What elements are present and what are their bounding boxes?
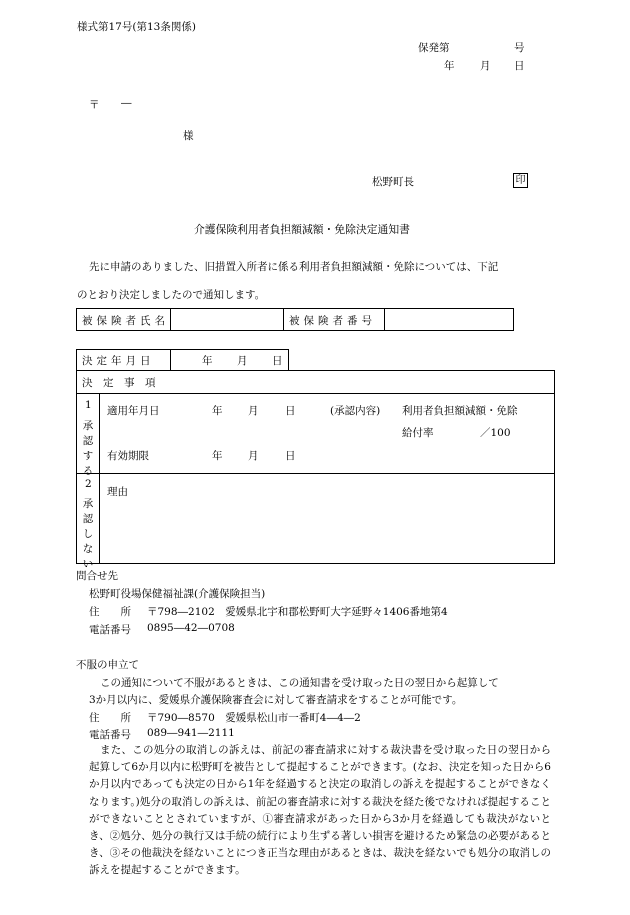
- seal-mark: 印: [513, 173, 528, 188]
- apply-year: 年: [212, 405, 223, 417]
- insured-number-label: 被保険者番号: [289, 315, 376, 327]
- deny-number: 2: [85, 478, 92, 490]
- valid-period-label: 有効期限: [107, 450, 149, 462]
- valid-year: 年: [212, 450, 223, 462]
- apply-month: 月: [248, 405, 259, 417]
- contact-heading: 問合せ先: [76, 570, 118, 582]
- document-title: 介護保険利用者負担額減額・免除決定通知書: [194, 223, 410, 236]
- form-number: 様式第17号(第13条関係): [77, 21, 196, 33]
- appeal-address-label: 住 所: [89, 712, 131, 724]
- approve-number: 1: [85, 399, 92, 411]
- date-month: 月: [480, 60, 491, 72]
- issue-number-suffix: 号: [514, 42, 525, 54]
- deny-label: 承認しない: [82, 498, 94, 570]
- date-year: 年: [444, 60, 455, 72]
- postal-mark: 〒: [89, 99, 100, 111]
- approval-content-label: (承認内容): [330, 405, 381, 417]
- decision-month: 月: [237, 355, 248, 367]
- decision-date-label: 決定年月日: [82, 355, 155, 367]
- apply-day: 日: [285, 405, 296, 417]
- date-day: 日: [514, 60, 525, 72]
- contact-phone-label: 電話番号: [89, 624, 131, 636]
- approval-content: 利用者負担額減額・免除: [402, 405, 518, 417]
- intro-line-2: のとおり決定しましたので通知します。: [77, 289, 266, 301]
- decision-table: [76, 370, 555, 564]
- benefit-rate-label: 給付率: [402, 427, 434, 439]
- insured-name-label: 被保険者氏名: [82, 315, 169, 327]
- appeal-heading: 不服の申立て: [76, 659, 139, 671]
- issue-number-label: 保発第: [418, 42, 450, 54]
- recipient-honorific: 様: [183, 130, 194, 142]
- contact-phone: 0895―42―0708: [147, 622, 235, 634]
- benefit-rate-value: ／100: [480, 427, 511, 439]
- postal-dash: ―: [121, 97, 132, 109]
- appeal-phone: 089―941―2111: [147, 727, 235, 739]
- appeal-para1-line1: この通知について不服があるときは、この通知書を受け取った日の翌日から起算して: [100, 677, 499, 689]
- approve-label: 承認する: [82, 420, 94, 477]
- decision-day: 日: [272, 355, 283, 367]
- issuer-name: 松野町長: [372, 176, 414, 188]
- appeal-para1-line2: 3か月以内に、愛媛県介護保険審査会に対して審査請求をすることが可能です。: [89, 694, 463, 706]
- contact-address: 〒798―2102 愛媛県北宇和郡松野町大字延野々1406番地第4: [147, 606, 448, 618]
- contact-address-label: 住 所: [89, 606, 131, 618]
- valid-day: 日: [285, 450, 296, 462]
- contact-department: 松野町役場保健福祉課(介護保険担当): [89, 588, 266, 600]
- decision-year: 年: [202, 355, 213, 367]
- appeal-address: 〒790―8570 愛媛県松山市一番町4―4―2: [147, 712, 361, 724]
- appeal-para2: また、この処分の取消しの訴えは、前記の審査請求に対する裁決書を受け取った日の翌日から起算して6か月以内に松野町を被告として提起することができます。(なお、決定を知った日から6か月以内であっても決定の日から1年を経過すると決定の取消しの訴えを提起することができなくなります。)処分の取消しの訴えは、前記の審査請求に対する裁決を経た後でなければ提起することができないこととされていますが、①審査請求があった日から3か月を経過しても裁決がないとき、②処分、処分の執行又は手続の続行により生ずる著しい損害を避けるため緊急の必要があるとき、③その他裁決を経ないことにつき正当な理由があるときは、裁決を経ないでも処分の取消しの訴えを提起することができます。: [89, 744, 551, 877]
- valid-month: 月: [248, 450, 259, 462]
- reason-label: 理由: [107, 486, 128, 498]
- decision-items-label: 決 定 事 項: [82, 377, 156, 389]
- intro-line-1: 先に申請のありました、旧措置入所者に係る利用者負担額減額・免除については、下記: [89, 261, 499, 273]
- appeal-phone-label: 電話番号: [89, 729, 131, 741]
- apply-date-label: 適用年月日: [107, 405, 160, 417]
